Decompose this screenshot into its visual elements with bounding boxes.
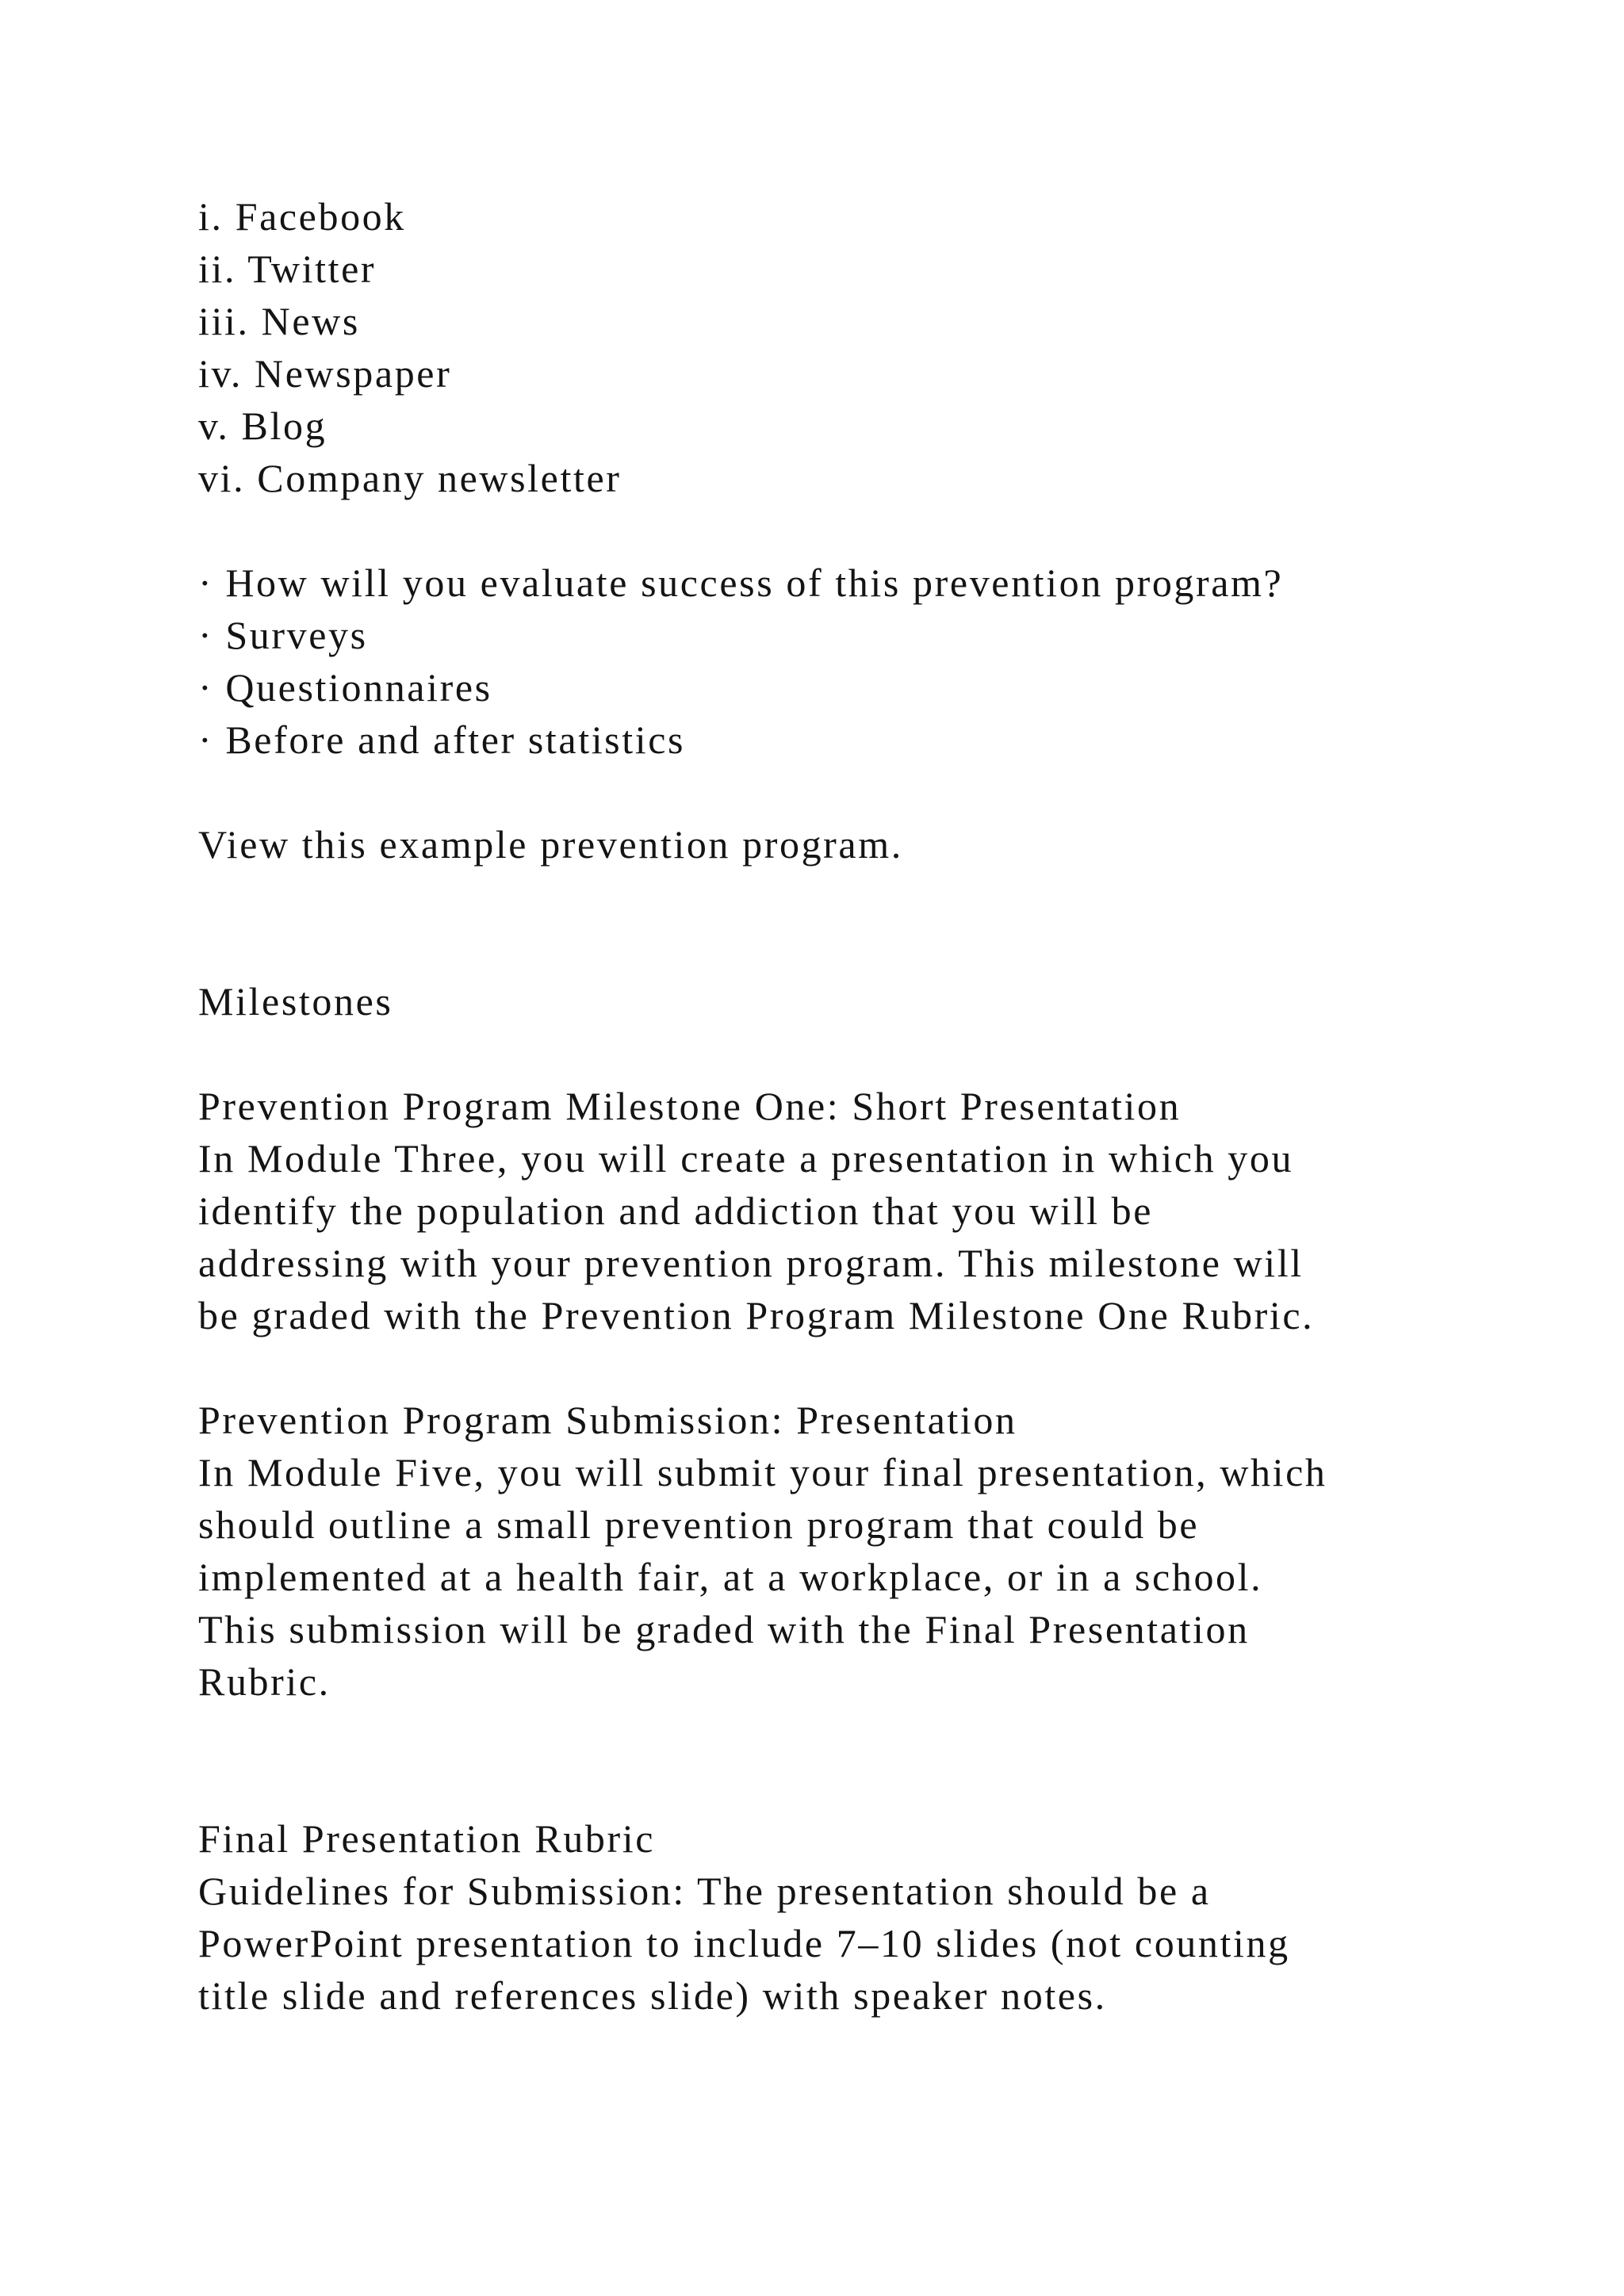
paragraph-line: Guidelines for Submission: The presentation should be a: [198, 1869, 1211, 1913]
evaluation-section: [198, 557, 1546, 766]
paragraph-line: Rubric.: [198, 1659, 331, 1704]
paragraph-line: be graded with the Prevention Program Milestone One Rubric.: [198, 1293, 1315, 1337]
paragraph-line: identify the population and addiction that you will be: [198, 1188, 1154, 1233]
paragraph-line: This submission will be graded with the Final Presentation: [198, 1607, 1250, 1651]
evaluation-method: · Surveys: [198, 613, 368, 657]
evaluation-method: · Before and after statistics: [198, 718, 686, 762]
paragraph-line: In Module Three, you will create a presentation in which you: [198, 1136, 1294, 1181]
milestones-heading: Milestones: [198, 979, 393, 1024]
rubric-section: [198, 1812, 1546, 2022]
list-item: vi. Company newsletter: [198, 456, 622, 500]
paragraph-line: implemented at a health fair, at a workplace, or in a school.: [198, 1555, 1263, 1599]
evaluation-method: · Questionnaires: [198, 665, 492, 710]
example-program-link[interactable]: View this example prevention program.: [198, 822, 903, 867]
list-item: iv. Newspaper: [198, 351, 452, 396]
list-item: v. Blog: [198, 404, 327, 448]
document-body: [198, 190, 1546, 2022]
rubric-title: Final Presentation Rubric: [198, 1816, 656, 1861]
paragraph-line: PowerPoint presentation to include 7–10 slides (not counting: [198, 1921, 1290, 1965]
list-item: iii. News: [198, 299, 360, 343]
evaluation-question: · How will you evaluate success of this prevention program?: [198, 561, 1284, 605]
list-item: ii. Twitter: [198, 247, 377, 291]
list-item: i. Facebook: [198, 194, 406, 239]
paragraph-line: In Module Five, you will submit your final presentation, which: [198, 1450, 1327, 1494]
paragraph-line: should outline a small prevention program that could be: [198, 1502, 1200, 1547]
submission-title: Prevention Program Submission: Presentation: [198, 1398, 1017, 1442]
paragraph-line: addressing with your prevention program. This milestone will: [198, 1241, 1304, 1285]
milestone-one-title: Prevention Program Milestone One: Short Presentation: [198, 1084, 1182, 1128]
paragraph-line: title slide and references slide) with speaker notes.: [198, 1973, 1107, 2018]
outreach-list: [198, 190, 1546, 504]
submission-section: [198, 1394, 1546, 1708]
milestone-one-section: [198, 1080, 1546, 1341]
